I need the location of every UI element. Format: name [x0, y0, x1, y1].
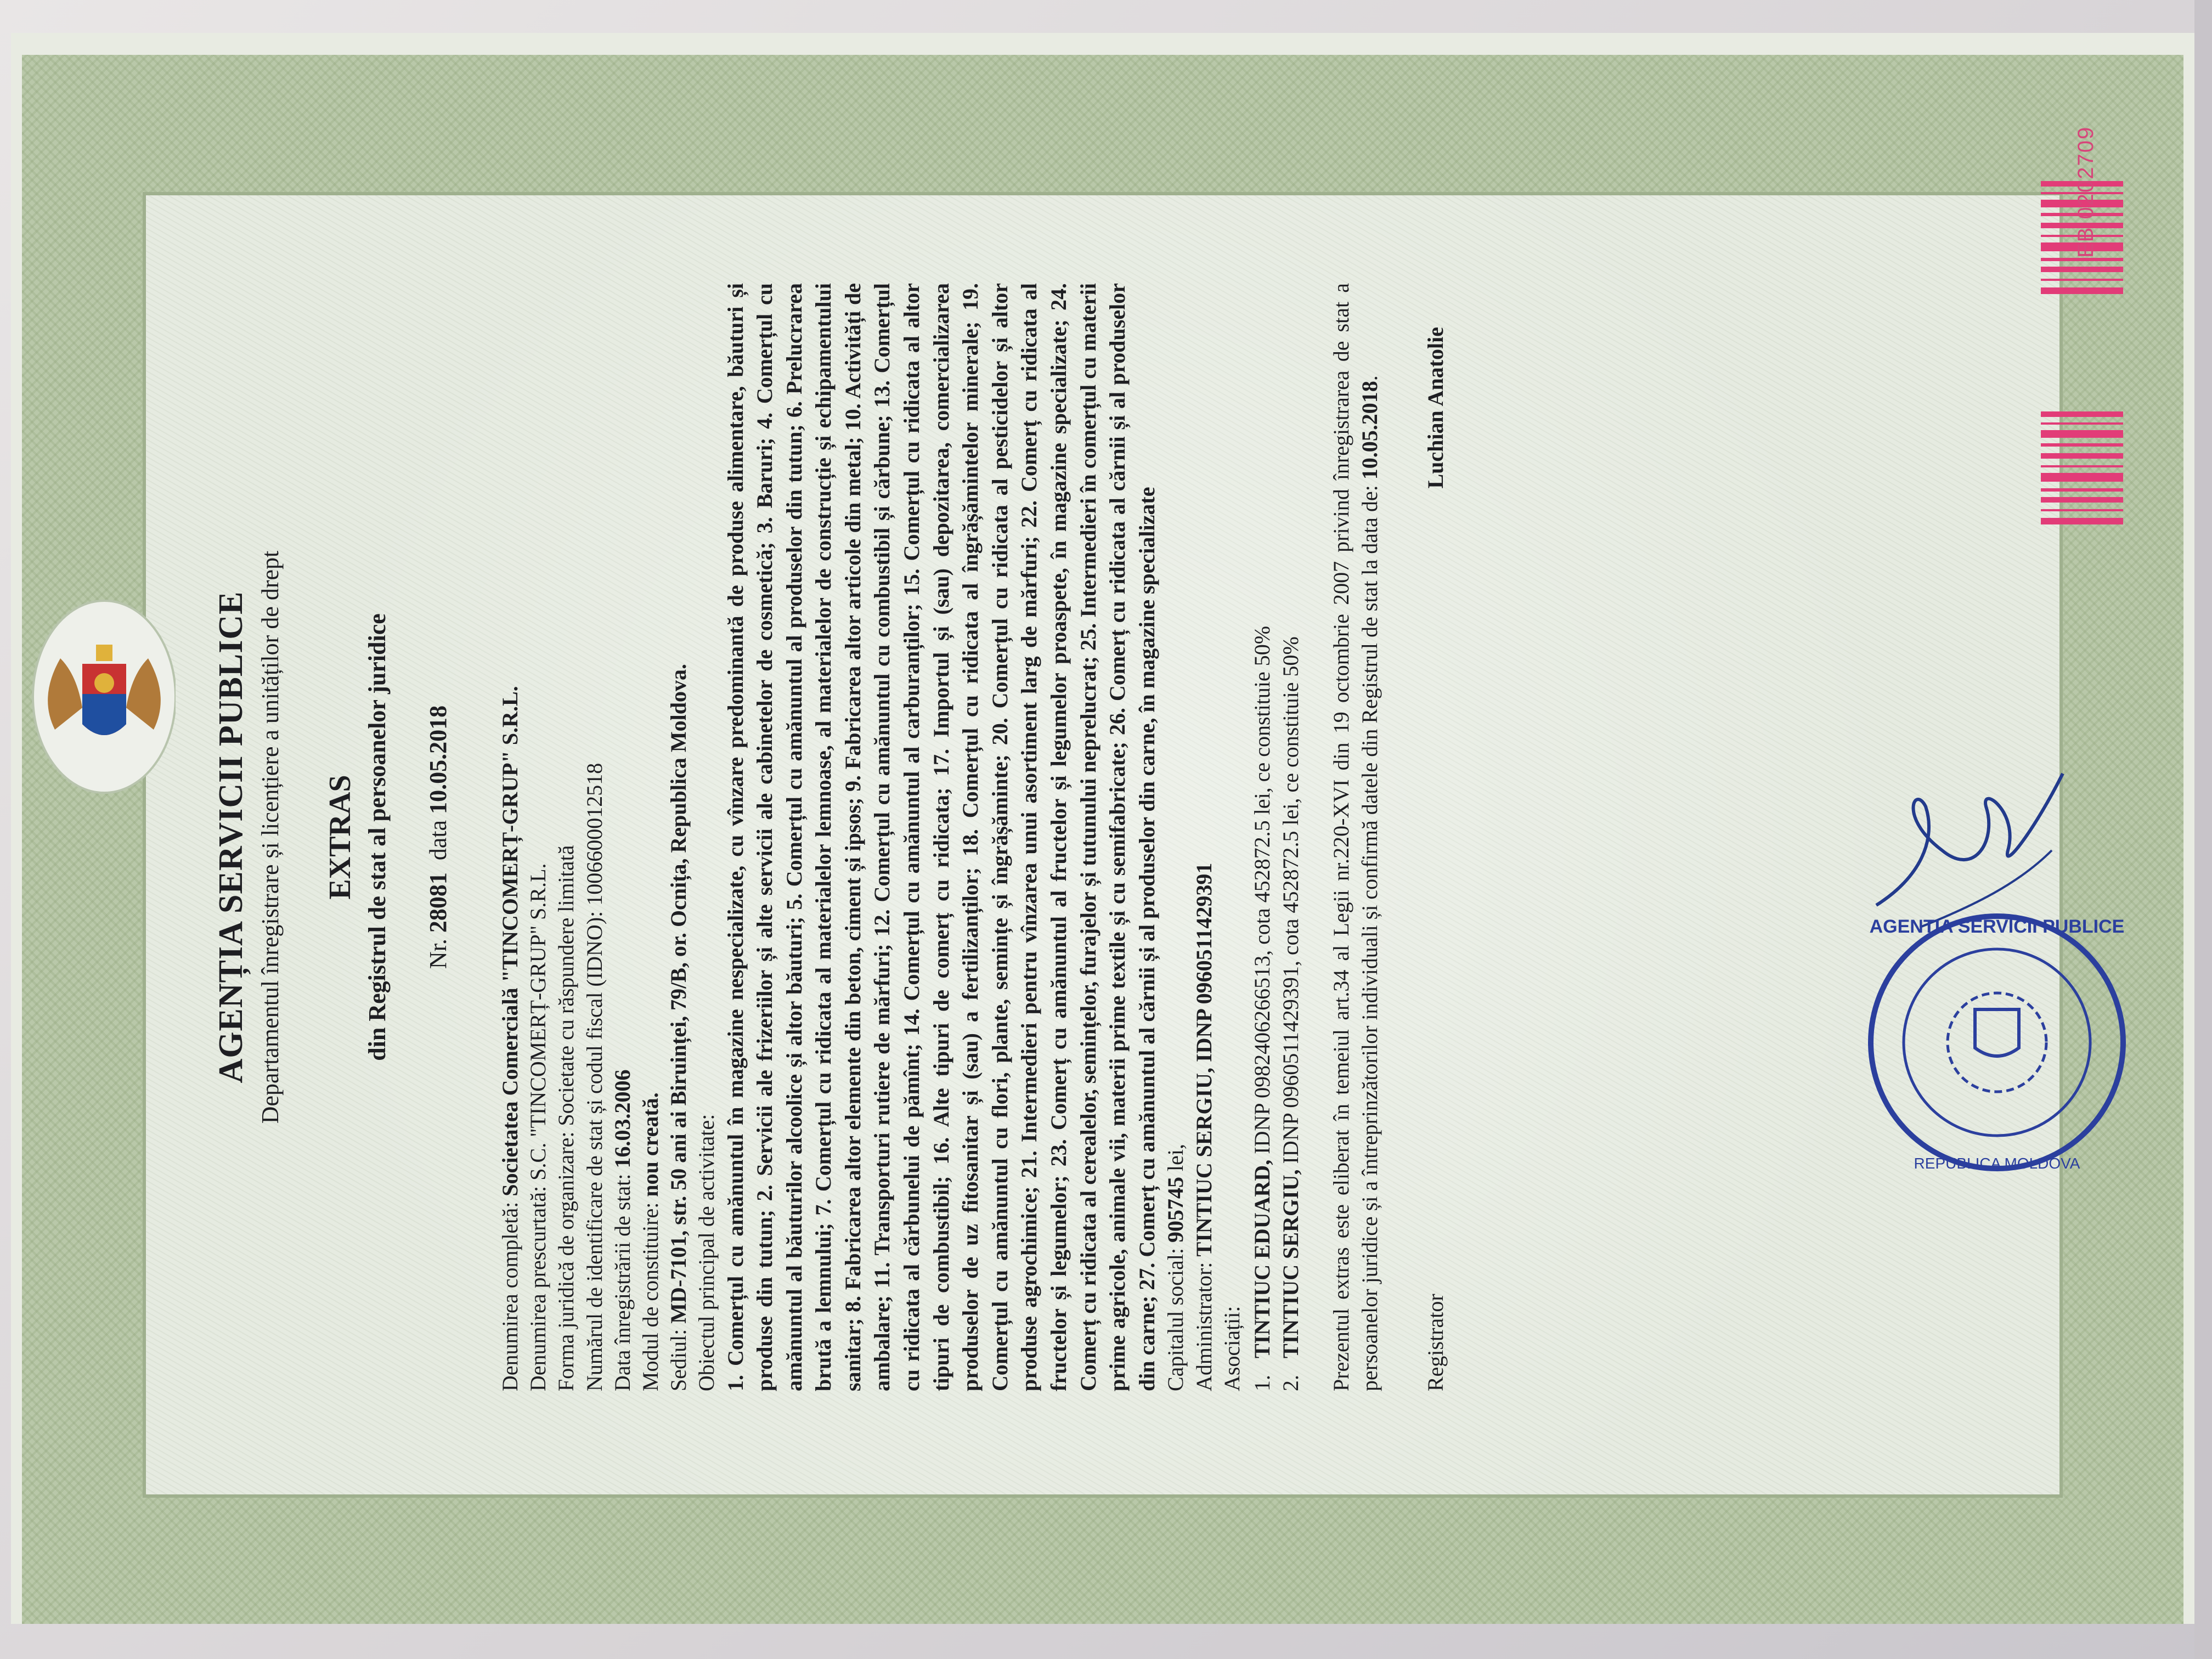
- document-content: [146, 195, 2066, 1501]
- idno-row: [580, 283, 608, 1391]
- legal-footer: Prezentul extras este eliberat în temeiul art.34 al Legii nr.220-XVI din 19 octombrie 2007 privind înregistrarea de stat a persoanelor juridice și a întreprinzătorilor individuali și confirmă datele din Registrul de stat la data de: 10.05.2018.: [1328, 283, 1382, 1391]
- associate-row: [1277, 283, 1305, 1391]
- short-name-label: Denumirea prescurtată:: [526, 1186, 551, 1391]
- seat-label: Sediul:: [666, 1329, 691, 1391]
- administrator-row: [1190, 283, 1218, 1391]
- activities-list: 1. Comerțul cu amănuntul în magazine nespecializate, cu vînzare predominantă de produse alimentare, băuturi și produse din tutun; 2. Servicii ale frizeriilor și alte servicii ale cabinetelor de cosmetică; 3. Baruri; 4. Comerțul cu amănuntul al băuturilor alcoolice și altor băuturi; 5. Comerțul cu amănuntul al produselor din tutun; 6. Prelucrarea brută a lemnului; 7. Comerțul cu ridicata al materialelor lemnoase, al materialelor de construcție și echipamentului sanitar; 8. Fabricarea altor elemente din beton, ciment și ipsos; 9. Fabricarea altor articole din metal; 10. Activități de ambalare; 11. Transporturi rutiere de mărfuri; 12. Comerțul cu amănuntul cu combustibil și cărbune; 13. Comerțul cu ridicata al cărbunelui de pămînt; 14. Comerțul cu amănuntul al carburanților; 15. Comerțul cu ridicata al altor tipuri de combustibil; 16. Alte tipuri de comerț cu ridicata; 17. Importul și (sau) depozitarea, comercializarea produselor de uz fitosanitar și (sau) a fertilizanților; 18. Comerțul cu ridicata al îngrășămintelor minerale; 19. Comerțul cu amănuntul cu flori, plante, semințe și îngrășăminte; 20. Comerțul cu ridicata al pesticidelor și altor produse agrochimice; 21. Intermedieri pentru vînzarea unui asortiment larg de mărfuri; 22. Comerț cu ridicata al fructelor și legumelor; 23. Comerț cu amănuntul al fructelor și legumelor proaspete, în magazine specializate; 24. Comerț cu ridicata al cerealelor, semințelor, furajelor și tutunului neprelucrat; 25. Intermedieri în comerțul cu materii prime agricole, animale vii, materii prime textile și cu semifabricate; 26. Comerț cu ridicata al cărnii și al produselor din carne; 27. Comerț cu amănuntul al cărnii și al produselor din carne, în magazine specializate: [723, 283, 1159, 1391]
- reg-date-value: 16.03.2006: [610, 1069, 635, 1169]
- legal-form-row: [552, 283, 580, 1391]
- document-title: EXTRAS: [323, 775, 357, 900]
- associate-name: TINTIUC SERGIU,: [1278, 1169, 1303, 1358]
- seat-row: [664, 283, 692, 1391]
- date-value: 10.05.2018: [425, 705, 452, 814]
- document-body: [143, 192, 2063, 1498]
- coat-of-arms-icon: [22, 592, 176, 801]
- administrator-idnp: IDNP 0960511429391: [1191, 862, 1216, 1062]
- capital-label: Capitalul social:: [1163, 1248, 1188, 1391]
- constitution-value: nou creată.: [637, 1092, 663, 1197]
- document-subtitle: din Registrul de stat al persoanelor juridice: [364, 613, 391, 1061]
- header: [212, 283, 452, 1391]
- full-name-label: Denumirea completă:: [498, 1201, 522, 1391]
- constitution-row: [636, 283, 664, 1391]
- constitution-label: Modul de constituire:: [637, 1202, 663, 1391]
- associate-number: 1.: [1249, 1375, 1274, 1391]
- legal-form-value: Societate cu răspundere limitată: [554, 845, 579, 1126]
- administrator-name: TINTIUC SERGIU,: [1191, 1067, 1216, 1257]
- nr-label: Nr.: [425, 939, 452, 969]
- company-fields: [496, 283, 1305, 1391]
- capital-row: [1161, 283, 1189, 1391]
- reg-date-label: Data înregistrării de stat:: [610, 1173, 635, 1391]
- serial-number: EB 0202709: [2074, 126, 2098, 258]
- associates-list: [1248, 283, 1305, 1391]
- footer-date: 10.05.2018: [1357, 381, 1382, 480]
- activity-label: Obiectul principal de activitate:: [694, 1114, 719, 1391]
- registrar-name: Luchian Anatolie: [1423, 327, 1448, 489]
- short-name-row: [524, 283, 552, 1391]
- full-name-value: Societatea Comercială "TINCOMERȚ-GRUP" S.R.L.: [498, 686, 522, 1197]
- department-name: Departamentul înregistrare și licențiere a unităților de drept: [257, 550, 284, 1124]
- date-label: data: [425, 820, 452, 861]
- svg-text:REPUBLICA MOLDOVA: REPUBLICA MOLDOVA: [1914, 1155, 2080, 1172]
- footer-text: Prezentul extras este eliberat în temeiul art.34 al Legii nr.220-XVI din 19 octombrie 2007 privind înregistrarea de stat a persoanelor juridice și a întreprinzătorilor individuali și confirmă datele din Registrul de stat la data de:: [1328, 283, 1382, 1391]
- associate-details: IDNP 0982406266513, cota 452872.5 lei, ce constituie 50%: [1249, 625, 1274, 1154]
- nr-value: 28081: [425, 872, 452, 933]
- idno-value: 1006600012518: [582, 763, 607, 906]
- document-number: [424, 283, 452, 1391]
- associate-name: TINTIUC EDUARD,: [1249, 1159, 1274, 1358]
- svg-text:AGENȚIA SERVICII PUBLICE: AGENȚIA SERVICII PUBLICE: [1869, 916, 2125, 937]
- idno-label: Numărul de identificare de stat și codul fiscal (IDNO):: [582, 911, 607, 1391]
- registrar-label: Registrator: [1423, 1294, 1448, 1391]
- legal-form-label: Forma juridică de organizare:: [554, 1131, 579, 1391]
- short-name-value: S.C. "TINCOMERȚ-GRUP" S.R.L.: [526, 863, 551, 1181]
- table-edge: [2194, 0, 2212, 1659]
- associate-details: IDNP 0960511429391, cota 452872.5 lei, ce constituie 50%: [1278, 636, 1303, 1164]
- capital-unit: lei,: [1163, 1143, 1188, 1171]
- reg-date-row: [608, 283, 636, 1391]
- agency-name: AGENȚIA SERVICII PUBLICE: [212, 591, 250, 1084]
- capital-value: 905745: [1163, 1176, 1188, 1243]
- associates-label: Asociații:: [1219, 1306, 1244, 1391]
- official-stamp: [1827, 900, 2167, 1185]
- associate-row: [1248, 283, 1277, 1391]
- signature-row: [1423, 283, 1448, 1391]
- seat-value: MD-7101, str. 50 ani ai Biruinței, 79/B, or. Ocnița, Republica Moldova.: [666, 664, 691, 1324]
- administrator-label: Administrator:: [1191, 1262, 1216, 1391]
- associate-number: 2.: [1278, 1375, 1303, 1391]
- full-name-row: [496, 283, 524, 1391]
